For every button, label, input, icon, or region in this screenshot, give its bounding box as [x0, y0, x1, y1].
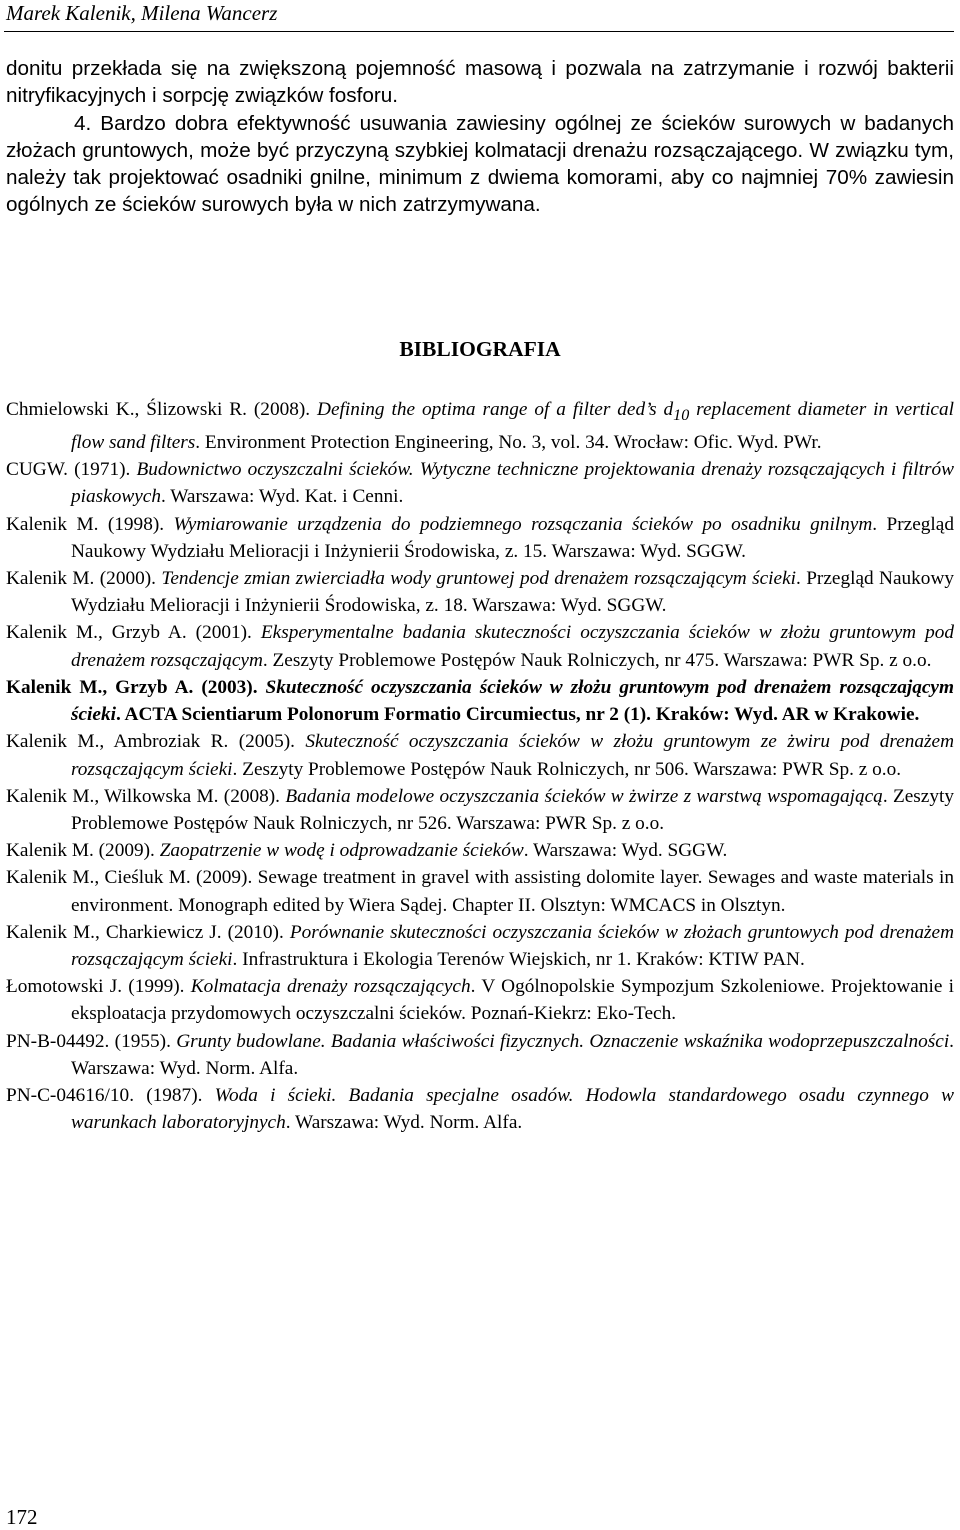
- bib-entry: [6, 728, 954, 782]
- bib-entry: [6, 837, 954, 864]
- bib-entry-publisher: . Warszawa: Wyd. Norm. Alfa.: [285, 1112, 523, 1134]
- bib-entry: [6, 565, 954, 619]
- bib-entry-title: Wymiarowanie urządzenia do podziemnego rozsączania ścieków po osadniku gnilnym: [173, 513, 873, 535]
- bib-entry-title: Budownictwo oczyszczalni ścieków. Wytyczne techniczne projektowania drenaży rozsączających i filtrów piaskowych: [71, 459, 954, 508]
- bibliography-heading: BIBLIOGRAFIA: [399, 337, 561, 361]
- paragraph-point-4: 4. Bardzo dobra efektywność usuwania zawiesiny ogólnej ze ścieków surowych w badanych złożach gruntowych, może być przyczyną szybkiej kolmatacji drenażu rozsączającego. W związku tym, należy tak projektować osadniki gnilne, minimum z dwiema komorami, aby co najmniej 70% zawiesin ogólnych ze ścieków surowych była w nich zatrzymywana.: [6, 111, 954, 217]
- conclusions-text: [6, 55, 954, 219]
- bib-entry-authors: Kalenik M., Grzyb A. (2003).: [6, 676, 266, 698]
- bib-entry: [6, 1082, 954, 1136]
- bib-entry: [6, 864, 954, 918]
- bib-entry-title-part: Defining the optima range of a filter ded’s d: [317, 399, 674, 420]
- bib-entry-authors: PN-B-04492. (1955).: [6, 1030, 177, 1052]
- bib-entry-publisher: . V Ogólnopolskie Sympozjum Szkoleniowe. Projektowanie i eksploatacja przydomowych oczyszczalni ścieków. Poznań-Kiekrz: Eko-Tech.: [71, 976, 954, 1025]
- bib-entry-publisher: . Warszawa: Wyd. Norm. Alfa.: [71, 1030, 954, 1079]
- bib-entry-authors: Kalenik M., Wilkowska M. (2008).: [6, 785, 286, 807]
- bib-entry-publisher: . Environment Protection Engineering, No. 3, vol. 34. Wrocław: Ofic. Wyd. PWr.: [195, 432, 822, 454]
- bib-entry-publisher: . Zeszyty Problemowe Postępów Nauk Rolniczych, nr 475. Warszawa: PWR Sp. z o.o.: [262, 649, 932, 671]
- header-rule: [4, 31, 954, 32]
- bib-entry-title: Eksperymentalne badania skuteczności oczyszczania ścieków w złożu gruntowym pod drenażem rozsączającym: [71, 622, 954, 671]
- bib-entry-publisher: . Warszawa: Wyd. SGGW.: [523, 840, 728, 862]
- bib-entry-authors: Kalenik M. (2009).: [6, 840, 160, 862]
- paragraph-continued: donitu przekłada się na zwiększoną pojemność masową i pozwala na zatrzymanie i rozwój bakterii nitryfikacyjnych i sorpcję związków fosforu.: [6, 57, 954, 108]
- bib-entry-title: Grunty budowlane. Badania właściwości fizycznych. Oznaczenie wskaźnika wodoprzepuszczalności: [176, 1030, 950, 1052]
- bib-entry: [6, 456, 954, 510]
- bib-entry-authors: PN-C-04616/10. (1987).: [6, 1084, 215, 1106]
- bib-entry-publisher: . Przegląd Naukowy Wydziału Melioracji i Inżynierii Środowiska, z. 15. Warszawa: Wyd. SGGW.: [71, 513, 954, 562]
- bib-entry-authors: Kalenik M., Ambroziak R. (2005).: [6, 731, 306, 753]
- bib-entry-title: Woda i ścieki. Badania specjalne osadów. Hodowla standardowego osadu czynnego w warunkach laboratoryjnych: [71, 1084, 954, 1134]
- bib-entry-publisher: . Zeszyty Problemowe Postępów Nauk Rolniczych, nr 526. Warszawa: PWR Sp. z o.o.: [71, 785, 954, 834]
- bib-entry-authors: Kalenik M. (2000).: [6, 568, 162, 590]
- bib-entry-publisher: . Przegląd Naukowy Wydziału Melioracji i Inżynierii Środowiska, z. 18. Warszawa: Wyd. SGGW.: [71, 568, 955, 617]
- bib-entry: [6, 511, 954, 565]
- bib-entry-authors: Kalenik M., Grzyb A. (2001).: [6, 622, 261, 644]
- bib-entry-authors: Łomotowski J. (1999).: [6, 976, 191, 998]
- bib-entry: [6, 783, 954, 837]
- bib-entry: [6, 396, 954, 456]
- bib-entry-title: Kolmatacja drenaży rozsączających: [190, 976, 471, 998]
- bib-entry-authors: CUGW. (1971).: [6, 459, 137, 481]
- bib-entry-title-part: replacement diameter in vertical flow sand filters: [71, 399, 954, 454]
- bib-entry-title: Tendencje zmian zwierciadła wody gruntowej pod drenażem rozsączającym ścieki: [161, 568, 796, 590]
- bib-entry-authors: Kalenik M. (1998).: [6, 513, 174, 535]
- bib-entry: [6, 1028, 954, 1082]
- bibliography-list: [6, 396, 954, 1136]
- bib-entry-title: Skuteczność oczyszczania ścieków w złożu gruntowym ze żwiru pod drenażem rozsączającym ścieki: [71, 731, 955, 780]
- bib-entry-publisher: . Infrastruktura i Ekologia Terenów Wiejskich, nr 1. Kraków: KTIW PAN.: [232, 948, 805, 970]
- bib-entry-publisher: . Zeszyty Problemowe Postępów Nauk Rolniczych, nr 506. Warszawa: PWR Sp. z o.o.: [232, 758, 902, 780]
- bib-entry-publisher: . ACTA Scientiarum Polonorum Formatio Circumiectus, nr 2 (1). Kraków: Wyd. AR w Krakowie.: [115, 704, 920, 726]
- bib-entry-title: Skuteczność oczyszczania ścieków w złożu gruntowym pod drenażem rozsączającym ścieki: [71, 676, 954, 726]
- bib-entry: [6, 973, 954, 1027]
- bib-entry-title: Badania modelowe oczyszczania ścieków w żwirze z warstwą wspomagającą: [285, 785, 883, 807]
- bib-entry-authors: Chmielowski K., Ślizowski R. (2008).: [6, 399, 318, 420]
- bib-entry-publisher: . Warszawa: Wyd. Kat. i Cenni.: [160, 486, 404, 508]
- bib-entry-subscript: 10: [673, 406, 690, 424]
- bib-entry-title: Zaopatrzenie w wodę i odprowadzanie ścieków: [159, 840, 524, 862]
- bib-entry: [6, 919, 954, 973]
- bib-entry-authors: Kalenik M., Charkiewicz J. (2010).: [6, 921, 290, 943]
- bib-entry: [6, 619, 954, 673]
- bib-entry-title: Porównanie skuteczności oczyszczania ścieków w złożach gruntowych pod drenażem rozsączającym ścieki: [71, 921, 955, 970]
- running-head-authors: Marek Kalenik, Milena Wancerz: [6, 1, 278, 25]
- bib-entry-bold: [6, 674, 954, 728]
- page-number: 172: [6, 1505, 38, 1529]
- bib-entry-authors: Kalenik M., Cieśluk M. (2009). Sewage treatment in gravel with assisting dolomite layer. Sewages and waste materials in environment. Monograph edited by Wiera Sądej. Chapter II. Olsztyn: WMCACS in Olsztyn.: [6, 867, 954, 916]
